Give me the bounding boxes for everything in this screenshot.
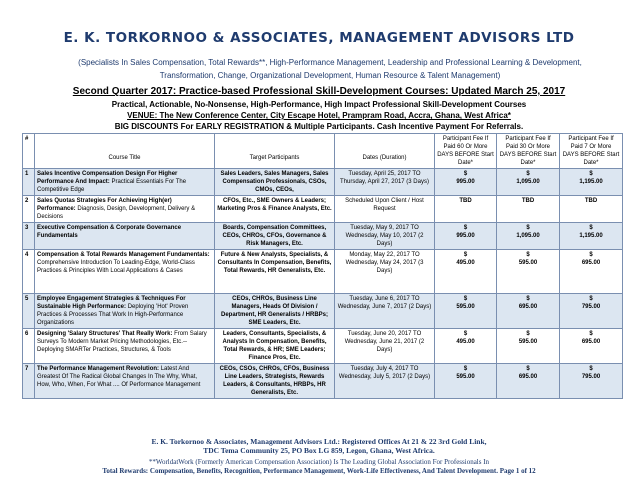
row-number: 7: [23, 364, 35, 399]
row-number: 2: [23, 196, 35, 223]
row-number: 4: [23, 250, 35, 294]
course-subtitle: From Salary Surveys To Modern Market Pricing Methodologies, Etc.-- Deploying SMARTer Practices, Structures, & Tools: [37, 331, 207, 353]
fee-30-days: $ 1,095.00: [497, 169, 560, 196]
table-row: [23, 196, 623, 223]
table-row: [23, 169, 623, 196]
target-participants: Boards, Compensation Committees, CEOs, CHROs, CFOs, Governance & Risk Managers, Etc.: [215, 223, 335, 250]
footer-note-line-2: Total Rewards: Compensation, Benefits, Recognition, Performance Management, Work-Life Effectiveness, And Talent Development. Page 1 of 12: [102, 467, 536, 475]
course-subtitle: Deploying 'Hot' Proven Practices & Processes That Work In High-Performance Organizations: [37, 304, 189, 326]
header-fee-30-days: Participant Fee If Paid 30 Or More DAYS BEFORE Start Date*: [497, 134, 560, 169]
course-dates: Scheduled Upon Client / Host Request: [335, 196, 435, 223]
course-title: Sales Quotas Strategies For Achieving High(er) Performance:: [37, 198, 172, 212]
fee-30-days: $ 695.00: [497, 294, 560, 329]
fee-30-days: $ 695.00: [497, 364, 560, 399]
fee-60-days: $ 995.00: [435, 223, 497, 250]
table-row: [23, 250, 623, 294]
fee-7-days: $ 795.00: [560, 364, 623, 399]
fee-30-days: $ 595.00: [497, 250, 560, 294]
course-title: The Performance Management Revolution:: [37, 366, 160, 372]
course-schedule-table: [22, 133, 623, 399]
course-subtitle: Practical Essentials For The Competitive Edge: [37, 179, 187, 193]
header-fee-60-days: Participant Fee If Paid 60 Or More DAYS BEFORE Start Date*: [435, 134, 497, 169]
fee-60-days: $ 495.00: [435, 329, 497, 364]
fee-60-days: TBD: [435, 196, 497, 223]
fee-7-days: $ 695.00: [560, 329, 623, 364]
table-row: [23, 294, 623, 329]
footer-note-line-1: **WorldatWork (Formerly American Compensation Association) Is The Leading Global Association For Professionals In: [148, 458, 490, 466]
fee-60-days: $ 995.00: [435, 169, 497, 196]
fee-7-days: TBD: [560, 196, 623, 223]
venue-text: VENUE: The New Conference Center, City Escape Hotel, Prampram Road, Accra, Ghana, West Africa*: [127, 111, 511, 120]
target-participants: CEOs, CHROs, Business Line Managers, Heads Of Division / Department, HR Generalists / HRBPs; SME Leaders, Etc.: [215, 294, 335, 329]
row-number: 5: [23, 294, 35, 329]
header-num: #: [23, 134, 35, 169]
course-title: Employee Engagement Strategies & Techniques For Sustainable High Performance:: [37, 296, 186, 310]
course-title-cell: [35, 294, 215, 329]
course-title-cell: [35, 329, 215, 364]
course-dates: Tuesday, May 9, 2017 TO Wednesday, May 10, 2017 (2 Days): [335, 223, 435, 250]
target-participants: CFOs, Etc., SME Owners & Leaders; Marketing Pros & Finance Analysts, Etc.: [215, 196, 335, 223]
course-title-cell: [35, 169, 215, 196]
course-subtitle: Diagnosis, Design, Development, Delivery & Decisions: [37, 206, 196, 220]
course-title-cell: [35, 364, 215, 399]
row-number: 3: [23, 223, 35, 250]
header-dates: Dates (Duration): [335, 134, 435, 169]
header-target-participants: Target Participants: [215, 134, 335, 169]
specialties-text: (Specialists In Sales Compensation, Total Rewards**, High-Performance Management, Leadership and Professional Learning & Development, Transformation, Change, Organizational Development, Human Resource & Talent Management): [78, 58, 582, 80]
row-number: 1: [23, 169, 35, 196]
course-title-cell: [35, 223, 215, 250]
fee-60-days: $ 595.00: [435, 364, 497, 399]
header-fee-7-days: Participant Fee If Paid 7 Or More DAYS BEFORE Start Date*: [560, 134, 623, 169]
course-title: Designing 'Salary Structures' That Really Work:: [37, 331, 173, 337]
target-participants: CEOs, CSOs, CHROs, CFOs, Business Line Leaders, Strategists, Rewards Leaders, & Consultants, HRBPs, HR Generalists, Etc.: [215, 364, 335, 399]
course-subtitle: Comprehensive Introduction To Leading-Edge, World-Class Practices & Principles With Local Applications & Cases: [37, 260, 195, 274]
discount-text: BIG DISCOUNTS For EARLY REGISTRATION & Multiple Participants. Cash Incentive Payment For Referrals.: [114, 122, 524, 131]
target-participants: Sales Leaders, Sales Managers, Sales Compensation Professionals, CSOs, CMOs, CEOs,: [215, 169, 335, 196]
footer-address-line-2: TDC Tema Community 25, PO Box LG 859, Legon, Ghana, West Africa.: [203, 446, 435, 455]
fee-30-days: TBD: [497, 196, 560, 223]
course-title-cell: [35, 196, 215, 223]
footer-address-line-1: E. K. Torkornoo & Associates, Management Advisors Ltd.: Registered Offices At 21 & 22 3rd Gold Link,: [151, 437, 487, 446]
fee-7-days: $ 695.00: [560, 250, 623, 294]
fee-7-days: $ 795.00: [560, 294, 623, 329]
target-participants: Leaders, Consultants, Specialists, & Analysts In Compensation, Benefits, Total Rewards, & HR; SME Leaders; Finance Pros, Etc.: [215, 329, 335, 364]
row-number: 6: [23, 329, 35, 364]
schedule-title: Second Quarter 2017: Practice-based Professional Skill-Development Courses: Updated March 25, 2017: [72, 86, 566, 97]
fee-60-days: $ 595.00: [435, 294, 497, 329]
course-dates: Tuesday, June 20, 2017 TO Wednesday, June 21, 2017 (2 Days): [335, 329, 435, 364]
header-course-title: Course Title: [35, 134, 215, 169]
target-participants: Future & New Analysts, Specialists, & Consultants In Compensation, Benefits, Total Rewards, HR Generalists, Etc.: [215, 250, 335, 294]
fee-60-days: $ 495.00: [435, 250, 497, 294]
table-header-row: [23, 134, 623, 169]
course-title: Sales Incentive Compensation Design For Higher Performance And Impact:: [37, 171, 178, 185]
course-description: Practical, Actionable, No-Nonsense, High-Performance, High Impact Professional Skill-Development Courses: [111, 100, 527, 109]
fee-30-days: $ 1,095.00: [497, 223, 560, 250]
table-row: [23, 223, 623, 250]
course-dates: Tuesday, July 4, 2017 TO Wednesday, July 5, 2017 (2 Days): [335, 364, 435, 399]
course-title: Compensation & Total Rewards Management Fundamentals:: [37, 252, 210, 258]
course-subtitle: Latest And Greatest Of The Radical Global Changes In The Why, What, How, Who, When, For What .... Of Performance Management: [37, 366, 201, 388]
fee-7-days: $ 1,195.00: [560, 223, 623, 250]
course-dates: Monday, May 22, 2017 TO Wednesday, May 24, 2017 (3 Days): [335, 250, 435, 294]
table-row: [23, 364, 623, 399]
fee-7-days: $ 1,195.00: [560, 169, 623, 196]
course-title: Executive Compensation & Corporate Governance Fundamentals: [37, 225, 182, 239]
fee-30-days: $ 595.00: [497, 329, 560, 364]
course-dates: Tuesday, June 6, 2017 TO Wednesday, June 7, 2017 (2 Days): [335, 294, 435, 329]
company-name: E. K. TORKORNOO & ASSOCIATES, MANAGEMENT ADVISORS LTD: [63, 30, 575, 46]
course-dates: Tuesday, April 25, 2017 TO Thursday, April 27, 2017 (3 Days): [335, 169, 435, 196]
course-title-cell: [35, 250, 215, 294]
table-row: [23, 329, 623, 364]
